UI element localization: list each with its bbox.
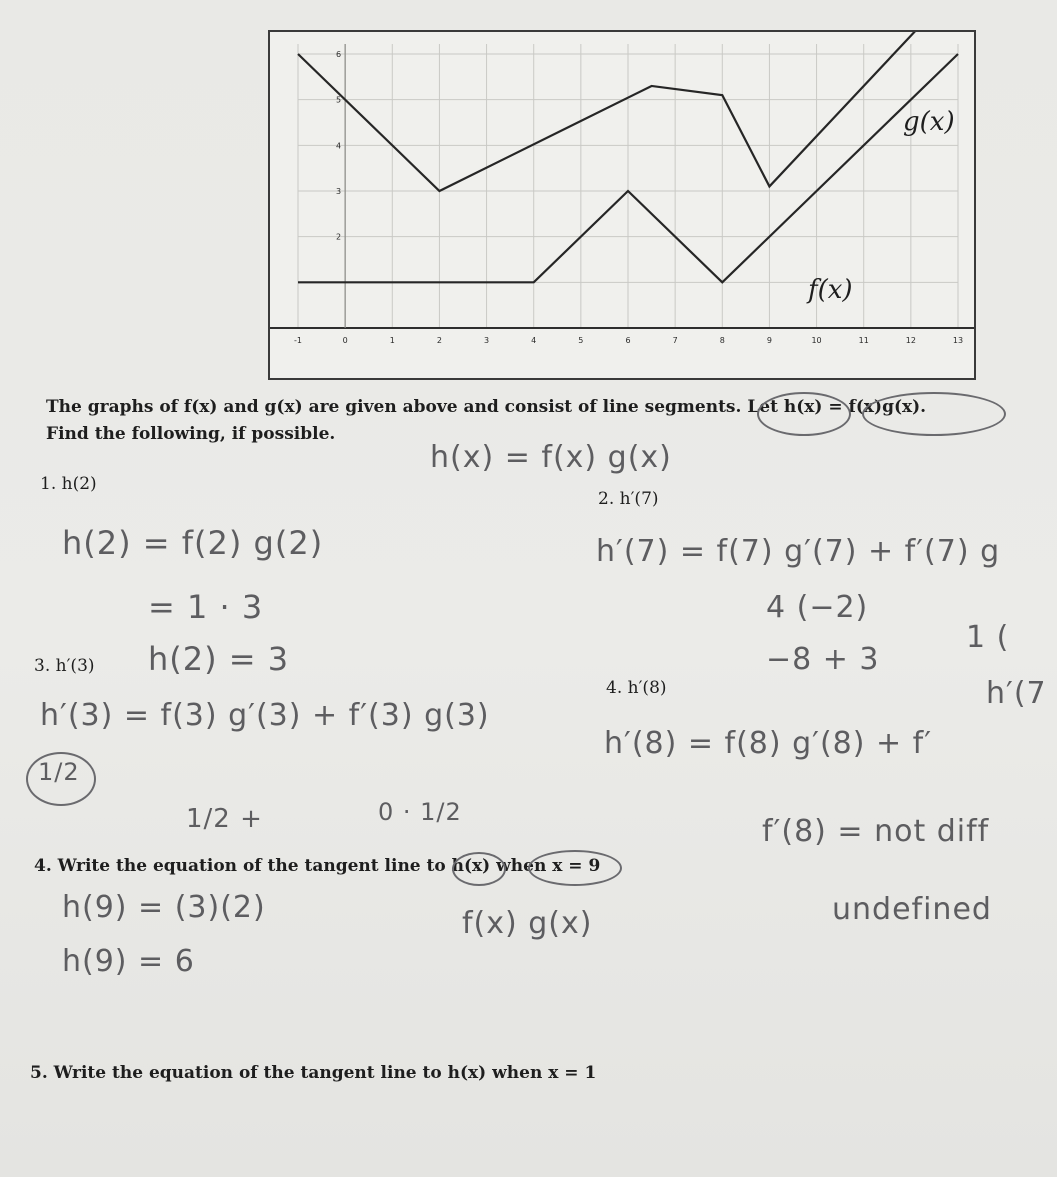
intro-line-2: Find the following, if possible. [46, 424, 336, 444]
graph-svg [268, 30, 976, 380]
hw-q1-line1: h(2) = f(2) g(2) [62, 524, 324, 562]
x-tick-label: 0 [342, 336, 348, 345]
question-6: 5. Write the equation of the tangent line to h(x) when x = 1 [30, 1063, 597, 1083]
question-5: 4. Write the equation of the tangent line to h(x) when x = 9 [34, 856, 601, 876]
question-1: 1. h(2) [40, 474, 97, 494]
x-tick-label: 8 [719, 336, 725, 345]
x-tick-label: 2 [436, 336, 442, 345]
x-tick-label: 13 [952, 336, 964, 345]
hw-q5-line1: h(9) = (3)(2) [62, 890, 266, 925]
y-tick-label: 5 [336, 95, 342, 105]
hw-q5-line2: f(x) g(x) [462, 906, 593, 941]
question-3: 3. h′(3) [34, 656, 95, 676]
hw-q4-line1: h′(8) = f(8) g′(8) + f′ [604, 726, 933, 761]
graph-frame [269, 31, 975, 379]
hw-q3-line2: 1/2 [38, 758, 80, 786]
y-tick-label: 3 [336, 187, 342, 196]
x-tick-label: 12 [905, 336, 916, 345]
x-tick-label: 9 [766, 336, 772, 345]
x-tick-label: 3 [484, 336, 490, 345]
x-tick-label: 6 [625, 336, 631, 345]
hw-q2-line1: h′(7) = f(7) g′(7) + f′(7) g [596, 534, 1001, 569]
f-label: f(x) [808, 275, 853, 305]
hw-q3-line1: h′(3) = f(3) g′(3) + f′(3) g(3) [40, 698, 490, 733]
x-tick-label: 1 [389, 336, 395, 345]
h-circle-mark [757, 392, 851, 436]
hw-q3-line3: 1/2 + [186, 804, 263, 834]
y-tick-label: 2 [336, 232, 342, 242]
hw-q2-line5: h′(7 [986, 676, 1047, 711]
x-tick-label: 11 [858, 336, 869, 345]
question-2: 2. h′(7) [598, 489, 659, 509]
g-label: g(x) [903, 107, 955, 137]
hw-q4-line3: undefined [832, 892, 992, 927]
hw-q1-line2: = 1 · 3 [148, 588, 264, 626]
hw-definition: h(x) = f(x) g(x) [430, 440, 672, 475]
x-tick-label: 7 [672, 336, 678, 345]
function-graph [268, 30, 976, 380]
hw-q2-line3: 1 ( [966, 620, 1010, 655]
hw-q1-line3: h(2) = 3 [148, 640, 290, 678]
intro-line-1: The graphs of f(x) and g(x) are given above and consist of line segments. Let h(x) = f(x)g(x). [46, 397, 927, 417]
x9-circle-mark [528, 850, 622, 886]
x-tick-label: -1 [294, 336, 302, 345]
question-4: 4. h′(8) [606, 678, 667, 698]
hw-q3-line4: 0 · 1/2 [378, 798, 462, 826]
fg-circle-mark [862, 392, 1006, 436]
y-tick-label: 6 [336, 50, 342, 59]
y-tick-label: 4 [336, 141, 342, 151]
x-tick-label: 10 [811, 336, 822, 345]
hw-q4-line2: f′(8) = not diff [762, 814, 990, 849]
x-tick-label: 5 [578, 336, 584, 345]
hw-q5-line3: h(9) = 6 [62, 944, 195, 979]
hw-q2-line4: −8 + 3 [766, 642, 880, 677]
hw-q2-line2: 4 (−2) [766, 590, 869, 625]
x-tick-label: 4 [531, 336, 537, 345]
hx-circle-mark [452, 852, 506, 886]
